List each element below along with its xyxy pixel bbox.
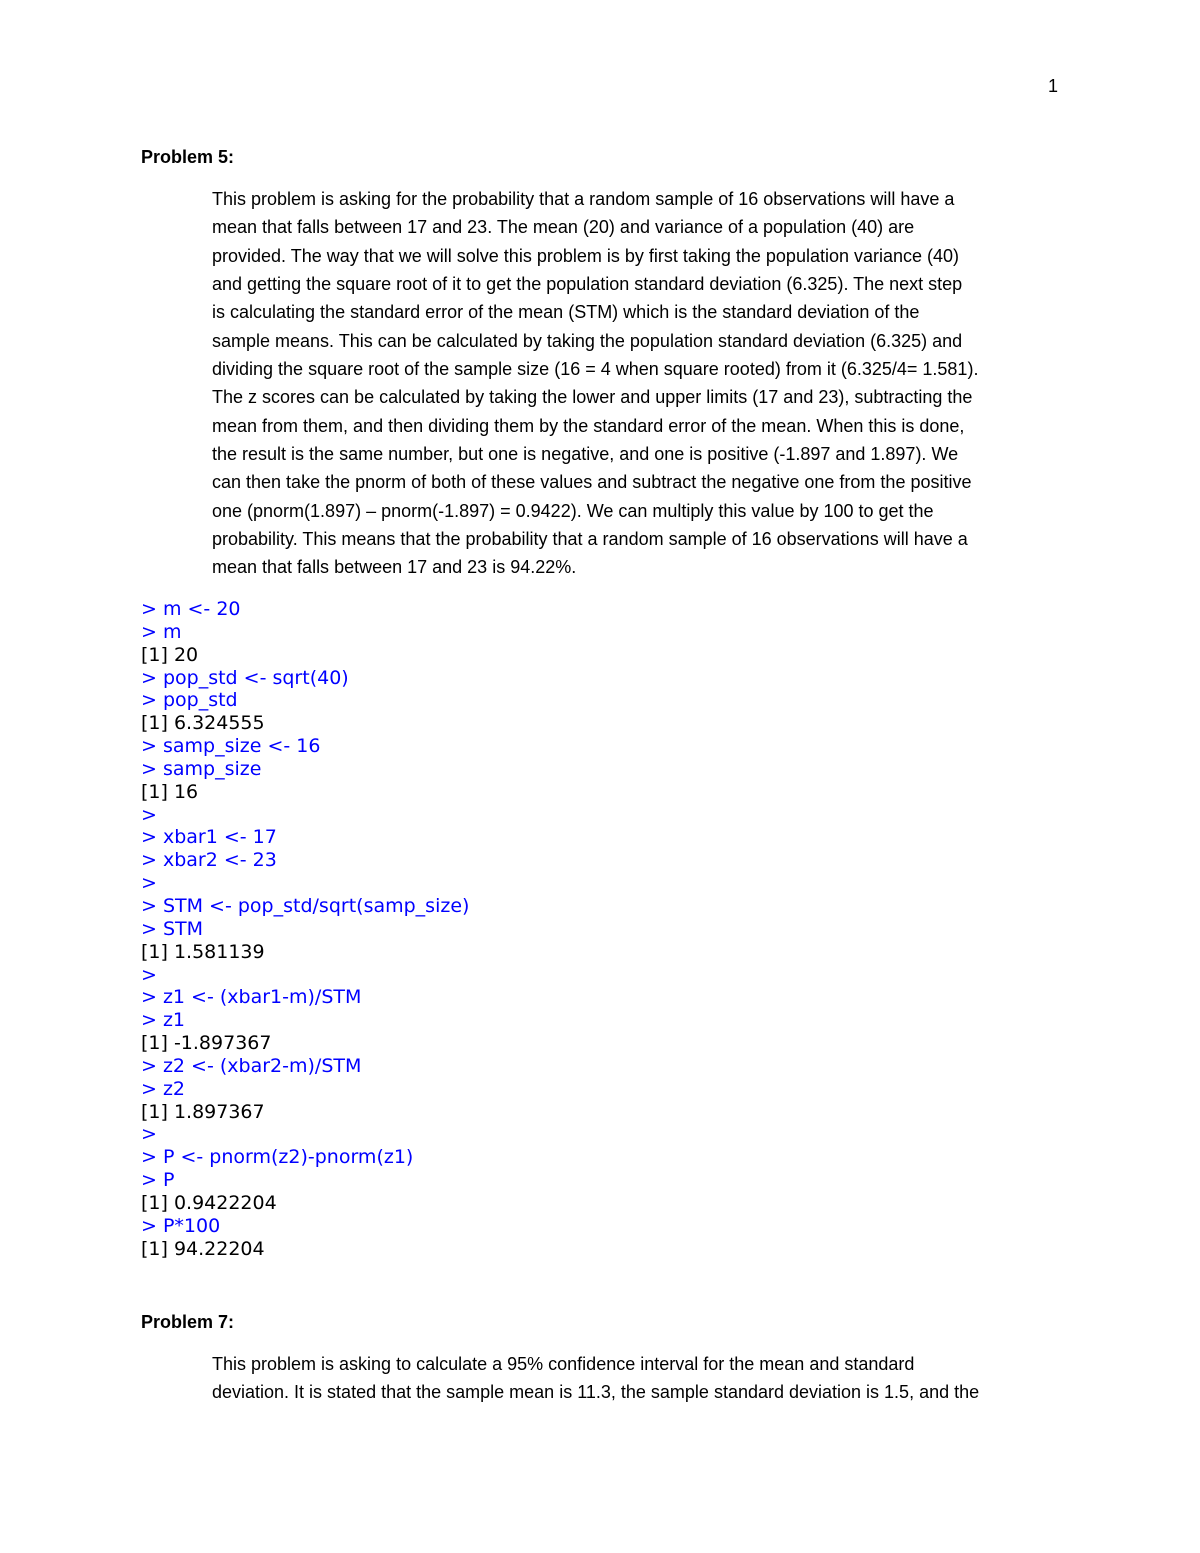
- console-command-line: > z1: [141, 1009, 186, 1032]
- console-command-line: > z2 <- (xbar2-m)/STM: [141, 1054, 362, 1077]
- paragraph-line: and getting the square root of it to get the population standard deviation (6.325). The next step: [212, 274, 963, 295]
- paragraph-line: one (pnorm(1.897) – pnorm(-1.897) = 0.9422). We can multiply this value by 100 to get the: [212, 500, 934, 521]
- console-command-line: > xbar1 <- 17: [141, 826, 277, 849]
- console-command-line: > samp_size <- 16: [141, 735, 321, 758]
- console-command-line: > pop_std: [141, 689, 238, 712]
- console-command-line: > STM <- pop_std/sqrt(samp_size): [141, 894, 470, 917]
- console-command-line: >: [141, 963, 157, 986]
- console-output-line: [1] 6.324555: [141, 712, 265, 735]
- console-command-line: > P: [141, 1169, 175, 1192]
- problem-7-heading: Problem 7:: [141, 1312, 235, 1332]
- paragraph-line: provided. The way that we will solve this problem is by first taking the population variance (40): [212, 245, 960, 266]
- console-command-line: > samp_size: [141, 757, 262, 780]
- paragraph-line: dividing the square root of the sample size (16 = 4 when square rooted) from it (6.325/4= 1.581).: [212, 359, 979, 380]
- console-command-line: >: [141, 803, 157, 826]
- console-command-line: >: [141, 1123, 157, 1146]
- paragraph-line: The z scores can be calculated by taking the lower and upper limits (17 and 23), subtracting the: [212, 387, 973, 408]
- paragraph-line: This problem is asking for the probability that a random sample of 16 observations will have a: [212, 189, 955, 209]
- console-output-line: [1] 94.22204: [141, 1237, 265, 1260]
- paragraph-line: probability. This means that the probability that a random sample of 16 observations will have a: [212, 529, 968, 550]
- page-number: 1: [1047, 76, 1058, 96]
- console-output-line: [1] 1.581139: [141, 940, 265, 963]
- paragraph-line: mean that falls between 17 and 23. The mean (20) and variance of a population (40) are: [212, 217, 915, 238]
- paragraph-line: mean that falls between 17 and 23 is 94.22%.: [212, 557, 577, 578]
- console-command-line: > z2: [141, 1077, 186, 1100]
- console-command-line: > m <- 20: [141, 598, 241, 620]
- console-command-line: > m: [141, 620, 182, 643]
- console-command-line: >: [141, 872, 157, 895]
- r-console-transcript: [141, 598, 469, 1260]
- paragraph-line: mean from them, and then dividing them by the standard error of the mean. When this is done,: [212, 415, 965, 436]
- problem-7-paragraph: [212, 1350, 1067, 1407]
- console-command-line: > P*100: [141, 1214, 221, 1237]
- problem-5-paragraph: [212, 185, 1067, 582]
- paragraph-line: This problem is asking to calculate a 95% confidence interval for the mean and standard: [212, 1354, 915, 1374]
- console-output-line: [1] -1.897367: [141, 1032, 272, 1055]
- paragraph-line: is calculating the standard error of the mean (STM) which is the standard deviation of the: [212, 302, 920, 323]
- console-output-line: [1] 16: [141, 780, 199, 803]
- console-command-line: > xbar2 <- 23: [141, 849, 277, 872]
- console-command-line: > pop_std <- sqrt(40): [141, 666, 349, 689]
- console-output-line: [1] 1.897367: [141, 1100, 265, 1123]
- console-output-line: [1] 20: [141, 643, 199, 666]
- console-output-line: [1] 0.9422204: [141, 1191, 277, 1214]
- paragraph-line: deviation. It is stated that the sample mean is 11.3, the sample standard deviation is 1.5, and the: [212, 1382, 980, 1403]
- paragraph-line: can then take the pnorm of both of these values and subtract the negative one from the positive: [212, 472, 972, 493]
- paragraph-line: the result is the same number, but one is negative, and one is positive (-1.897 and 1.897). We: [212, 444, 959, 465]
- problem-5-heading: Problem 5:: [141, 147, 235, 167]
- console-command-line: > z1 <- (xbar1-m)/STM: [141, 986, 362, 1009]
- console-command-line: > P <- pnorm(z2)-pnorm(z1): [141, 1146, 414, 1169]
- console-command-line: > STM: [141, 917, 204, 940]
- paragraph-line: sample means. This can be calculated by taking the population standard deviation (6.325) and: [212, 330, 963, 351]
